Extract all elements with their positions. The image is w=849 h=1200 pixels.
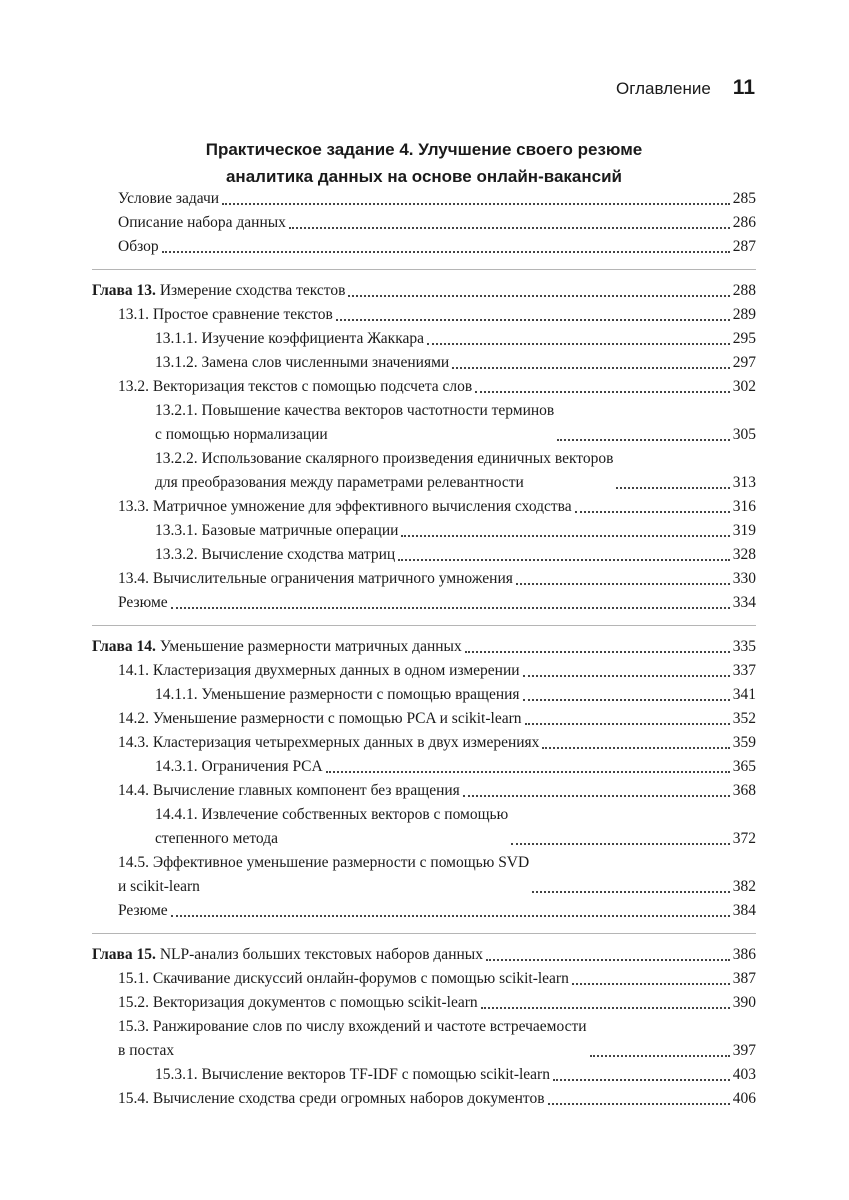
toc-entry[interactable] (92, 303, 756, 327)
toc-entry[interactable] (92, 187, 756, 211)
running-head (616, 76, 755, 100)
entry-title-text: NLP-анализ больших текстовых наборов данных (159, 946, 483, 963)
toc-entry-title (118, 567, 513, 591)
entry-title-text: 14.1. Кластеризация двухмерных данных в одном измерении (118, 662, 520, 679)
toc-entry[interactable] (92, 659, 756, 683)
entry-title-text: 14.4.1. Извлечение собственных векторов с помощью степенного метода (155, 806, 509, 847)
toc-page-number: 384 (732, 902, 756, 919)
toc-entry[interactable] (92, 803, 756, 851)
dot-leader (557, 436, 729, 441)
toc-entry-title (118, 1015, 587, 1063)
dot-leader (452, 364, 730, 369)
toc-entry[interactable] (92, 1063, 756, 1087)
entry-title-text: 13.1. Простое сравнение текстов (118, 306, 333, 323)
toc-page-number: 285 (732, 190, 756, 207)
toc-entry-title (155, 519, 398, 543)
toc-entry-title (92, 943, 483, 967)
entry-title-text: 14.5. Эффективное уменьшение размерности с помощью SVD и scikit-learn (118, 854, 530, 895)
toc-entry-title (155, 543, 395, 567)
toc-entry[interactable] (92, 211, 756, 235)
toc-section (92, 269, 756, 615)
entry-title-text: Описание набора данных (118, 214, 286, 231)
entry-title-text: 14.1.1. Уменьшение размерности с помощью вращения (155, 686, 520, 703)
dot-leader (523, 672, 730, 677)
toc-page-number: 341 (732, 686, 756, 703)
toc-chapter-entry[interactable] (92, 279, 756, 303)
toc-page-number: 403 (732, 1066, 756, 1083)
toc-entry[interactable] (92, 991, 756, 1015)
toc-entry-title (92, 279, 345, 303)
toc-entry-title (118, 303, 333, 327)
running-head-title: Оглавление (616, 79, 711, 98)
entry-title-text: 14.3.1. Ограничения PCA (155, 758, 323, 775)
dot-leader (575, 508, 730, 513)
toc-entry[interactable] (92, 707, 756, 731)
entry-title-text: 13.2. Векторизация текстов с помощью подсчета слов (118, 378, 473, 395)
toc-page-number: 305 (732, 426, 756, 443)
dot-leader (532, 888, 730, 893)
toc-entry[interactable] (92, 543, 756, 567)
toc-entry[interactable] (92, 375, 756, 399)
dot-leader (171, 912, 730, 917)
toc-page-number: 313 (732, 474, 756, 491)
entry-title-text: 13.3.1. Базовые матричные операции (155, 522, 399, 539)
entry-title-text: Обзор (118, 238, 159, 255)
toc-entry[interactable] (92, 495, 756, 519)
entry-title-text: 13.2.1. Повышение качества векторов частотности терминов с помощью нормализации (155, 402, 555, 443)
toc-entry-title (118, 851, 529, 899)
toc-entry[interactable] (92, 567, 756, 591)
toc-entry-title (155, 327, 424, 351)
toc-entry[interactable] (92, 683, 756, 707)
dot-leader (511, 840, 730, 845)
dot-leader (222, 200, 730, 205)
toc-section (92, 625, 756, 923)
toc-entry-title (118, 899, 168, 923)
entry-title-text: 14.3. Кластеризация четырехмерных данных в двух измерениях (118, 734, 540, 751)
toc-entry-title (155, 755, 323, 779)
toc-entry[interactable] (92, 399, 756, 447)
dot-leader (486, 956, 730, 961)
toc-page-number: 352 (732, 710, 756, 727)
toc-chapter-entry[interactable] (92, 635, 756, 659)
toc-chapter-entry[interactable] (92, 943, 756, 967)
dot-leader (548, 1100, 730, 1105)
toc-section (92, 187, 756, 259)
toc-entry[interactable] (92, 779, 756, 803)
toc-entry-title (118, 991, 478, 1015)
toc-page-number: 387 (732, 970, 756, 987)
dot-leader (162, 248, 730, 253)
toc-page-number: 302 (732, 378, 756, 395)
toc-entry[interactable] (92, 899, 756, 923)
dot-leader (523, 696, 730, 701)
toc-entry-title (92, 635, 462, 659)
toc-entry[interactable] (92, 591, 756, 615)
dot-leader (516, 580, 730, 585)
toc-entry-title (155, 803, 508, 851)
entry-title-text: 15.2. Векторизация документов с помощью scikit-learn (118, 994, 478, 1011)
entry-title-text: 15.3. Ранжирование слов по числу вхождений и частоте встречаемости в постах (118, 1018, 587, 1059)
dot-leader (525, 720, 730, 725)
dot-leader (336, 316, 730, 321)
dot-leader (590, 1052, 730, 1057)
dot-leader (616, 484, 729, 489)
dot-leader (289, 224, 730, 229)
entry-title-text: 13.3. Матричное умножение для эффективного вычисления сходства (118, 498, 572, 515)
chapter-label: Глава 14. (92, 638, 156, 655)
entry-title-text: Уменьшение размерности матричных данных (159, 638, 462, 655)
toc-entry-title (118, 235, 159, 259)
dot-leader (171, 604, 730, 609)
toc-entry[interactable] (92, 731, 756, 755)
entry-title-text: 15.4. Вычисление сходства среди огромных наборов документов (118, 1090, 545, 1107)
entry-title-text: 15.1. Скачивание дискуссий онлайн-форумов с помощью scikit-learn (118, 970, 569, 987)
dot-leader (553, 1076, 730, 1081)
toc-entry[interactable] (92, 447, 756, 495)
toc-section (92, 933, 756, 1111)
toc-entry[interactable] (92, 1015, 756, 1063)
toc-entry-title (155, 1063, 550, 1087)
toc-entry-title (155, 683, 520, 707)
entry-title-text: 13.4. Вычислительные ограничения матричного умножения (118, 570, 513, 587)
entry-title-text: Резюме (118, 902, 168, 919)
toc-entry-title (155, 447, 613, 495)
toc-page-number: 390 (732, 994, 756, 1011)
toc-entry-title (118, 1087, 545, 1111)
dot-leader (465, 648, 730, 653)
toc-entry[interactable] (92, 1087, 756, 1111)
page-number: 11 (732, 76, 755, 99)
toc-page-number: 330 (732, 570, 756, 587)
toc-entry-title (118, 707, 522, 731)
toc-page-number: 365 (732, 758, 756, 775)
table-of-contents (92, 187, 756, 1111)
toc-entry-title (118, 779, 460, 803)
toc-entry-title (155, 399, 554, 447)
toc-entry-title (118, 967, 569, 991)
toc-page-number: 359 (732, 734, 756, 751)
toc-page-number: 335 (732, 638, 756, 655)
toc-entry[interactable] (92, 519, 756, 543)
dot-leader (572, 980, 730, 985)
toc-page-number: 319 (732, 522, 756, 539)
toc-page-number: 286 (732, 214, 756, 231)
entry-title-text: 13.3.2. Вычисление сходства матриц (155, 546, 396, 563)
toc-page-number: 372 (732, 830, 756, 847)
dot-leader (475, 388, 730, 393)
toc-page-number: 368 (732, 782, 756, 799)
toc-page-number: 337 (732, 662, 756, 679)
toc-page-number: 297 (732, 354, 756, 371)
entry-title-text: 15.3.1. Вычисление векторов TF-IDF с помощью scikit-learn (155, 1066, 550, 1083)
task-heading: Практическое задание 4. Улучшение своего резюме аналитика данных на основе онлайн-вакансий (205, 140, 643, 186)
entry-title-text: Измерение сходства текстов (159, 282, 346, 299)
toc-page-number: 328 (732, 546, 756, 563)
toc-entry-title (118, 375, 472, 399)
dot-leader (401, 532, 729, 537)
entry-title-text: Условие задачи (118, 190, 220, 207)
chapter-label: Глава 13. (92, 282, 156, 299)
dot-leader (398, 556, 730, 561)
dot-leader (427, 340, 730, 345)
dot-leader (463, 792, 730, 797)
entry-title-text: 14.2. Уменьшение размерности с помощью PCA и scikit-learn (118, 710, 522, 727)
dot-leader (481, 1004, 730, 1009)
toc-entry[interactable] (92, 851, 756, 899)
toc-page-number: 316 (732, 498, 756, 515)
dot-leader (326, 768, 730, 773)
toc-entry-title (118, 187, 219, 211)
entry-title-text: 13.1.1. Изучение коэффициента Жаккара (155, 330, 424, 347)
toc-entry-title (118, 591, 168, 615)
toc-page-number: 386 (732, 946, 756, 963)
entry-title-text: 13.2.2. Использование скалярного произведения единичных векторов для преобразования между параметрами релевантности (155, 450, 614, 491)
toc-page-number: 288 (732, 282, 756, 299)
toc-page-number: 295 (732, 330, 756, 347)
entry-title-text: 14.4. Вычисление главных компонент без вращения (118, 782, 460, 799)
dot-leader (348, 292, 729, 297)
toc-entry-title (118, 659, 520, 683)
toc-page-number: 289 (732, 306, 756, 323)
toc-entry[interactable] (92, 235, 756, 259)
toc-entry-title (155, 351, 449, 375)
toc-entry[interactable] (92, 351, 756, 375)
toc-entry-title (118, 211, 286, 235)
chapter-label: Глава 15. (92, 946, 156, 963)
dot-leader (542, 744, 729, 749)
entry-title-text: Резюме (118, 594, 168, 611)
toc-entry[interactable] (92, 755, 756, 779)
toc-page-number: 334 (732, 594, 756, 611)
toc-entry[interactable] (92, 327, 756, 351)
entry-title-text: 13.1.2. Замена слов численными значениями (155, 354, 450, 371)
toc-entry[interactable] (92, 967, 756, 991)
toc-entry-title (118, 731, 539, 755)
toc-page-number: 397 (732, 1042, 756, 1059)
toc-page-number: 287 (732, 238, 756, 255)
toc-entry-title (118, 495, 572, 519)
toc-page-number: 382 (732, 878, 756, 895)
toc-page-number: 406 (732, 1090, 756, 1107)
